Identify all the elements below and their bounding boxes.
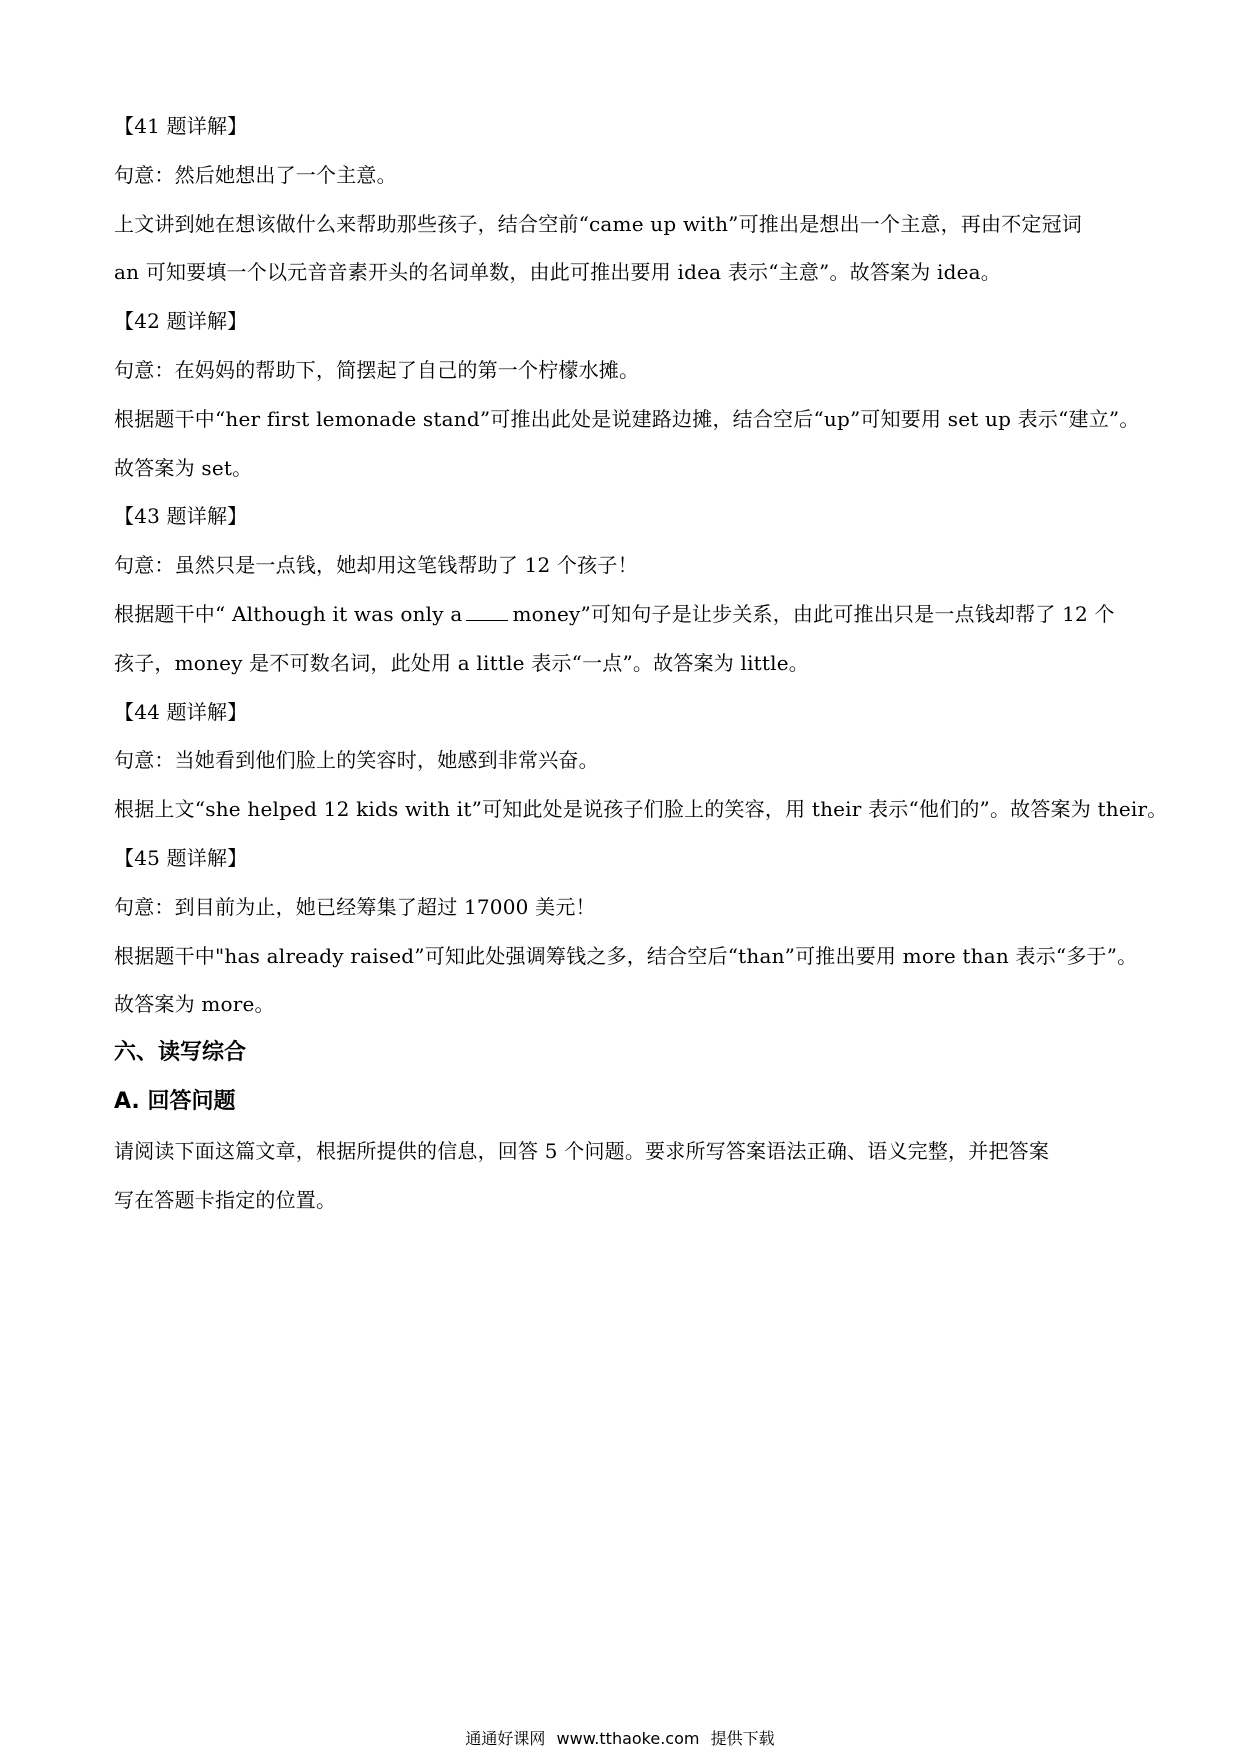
fill-in-blank (466, 602, 508, 621)
page-footer (0, 1728, 1240, 1750)
section-header-41: 【41 题详解】 (114, 114, 248, 138)
explanation-43-line-1 (114, 590, 1134, 639)
explanation-43-before-blank: 根据题干中“ Although it was only a (114, 601, 463, 626)
explanation-42-line-1: 根据题干中“her first lemonade stand”可推出此处是说建路边摊，结合空后“up”可知要用 set up 表示“建立”。 (114, 406, 1140, 431)
sub-title: A. 回答问题 (114, 1088, 236, 1114)
document-body (114, 102, 1168, 1224)
section-header-42: 【42 题详解】 (114, 309, 248, 334)
footer-suffix: 提供下载 (710, 1729, 775, 1748)
explanation-42-line-2: 故答案为 set。 (114, 455, 253, 480)
explanation-41-line-1: 上文讲到她在想该做什么来帮助那些孩子，结合空前“came up with”可推出是想出一个主意，再由不定冠词 (114, 211, 1083, 236)
explanation-44-line-1: 根据上文“she helped 12 kids with it”可知此处是说孩子们脸上的笑容，用 their 表示“他们的”。故答案为 their。 (114, 797, 1168, 822)
part-title: 六、读写综合 (114, 1040, 247, 1066)
explanation-41-line-2: an 可知要填一个以元音音素开头的名词单数，由此可推出要用 idea 表示“主意”。故答案为 idea。 (114, 260, 1002, 285)
section-header-43: 【43 题详解】 (114, 504, 248, 529)
sentence-meaning-45: 句意：到目前为止，她已经筹集了超过 17000 美元！ (114, 894, 596, 919)
sentence-meaning-41: 句意：然后她想出了一个主意。 (114, 162, 397, 187)
instructions-line-1: 请阅读下面这篇文章，根据所提供的信息，回答 5 个问题。要求所写答案语法正确、语义完整，并把答案 (114, 1138, 1050, 1163)
section-header-44: 【44 题详解】 (114, 699, 248, 724)
explanation-43-line-2: 孩子，money 是不可数名词，此处用 a little 表示“一点”。故答案为 little。 (114, 650, 809, 675)
section-header-45: 【45 题详解】 (114, 845, 248, 870)
sentence-meaning-44: 句意：当她看到他们脸上的笑容时，她感到非常兴奋。 (114, 748, 599, 773)
footer-url[interactable]: www.tthaoke.com (556, 1729, 700, 1748)
explanation-45-line-2: 故答案为 more。 (114, 992, 275, 1017)
explanation-45-line-1: 根据题干中"has already raised”可知此处强调筹钱之多，结合空后“than”可推出要用 more than 表示“多于”。 (114, 943, 1138, 968)
sentence-meaning-43: 句意：虽然只是一点钱，她却用这笔钱帮助了 12 个孩子！ (114, 553, 638, 578)
instructions-line-2: 写在答题卡指定的位置。 (114, 1187, 337, 1212)
explanation-43-after-blank: money”可知句子是让步关系，由此可推出只是一点钱却帮了 12 个 (512, 601, 1115, 626)
sentence-meaning-42: 句意：在妈妈的帮助下，简摆起了自己的第一个柠檬水摊。 (114, 357, 640, 382)
footer-site-name: 通通好课网 (465, 1729, 546, 1748)
